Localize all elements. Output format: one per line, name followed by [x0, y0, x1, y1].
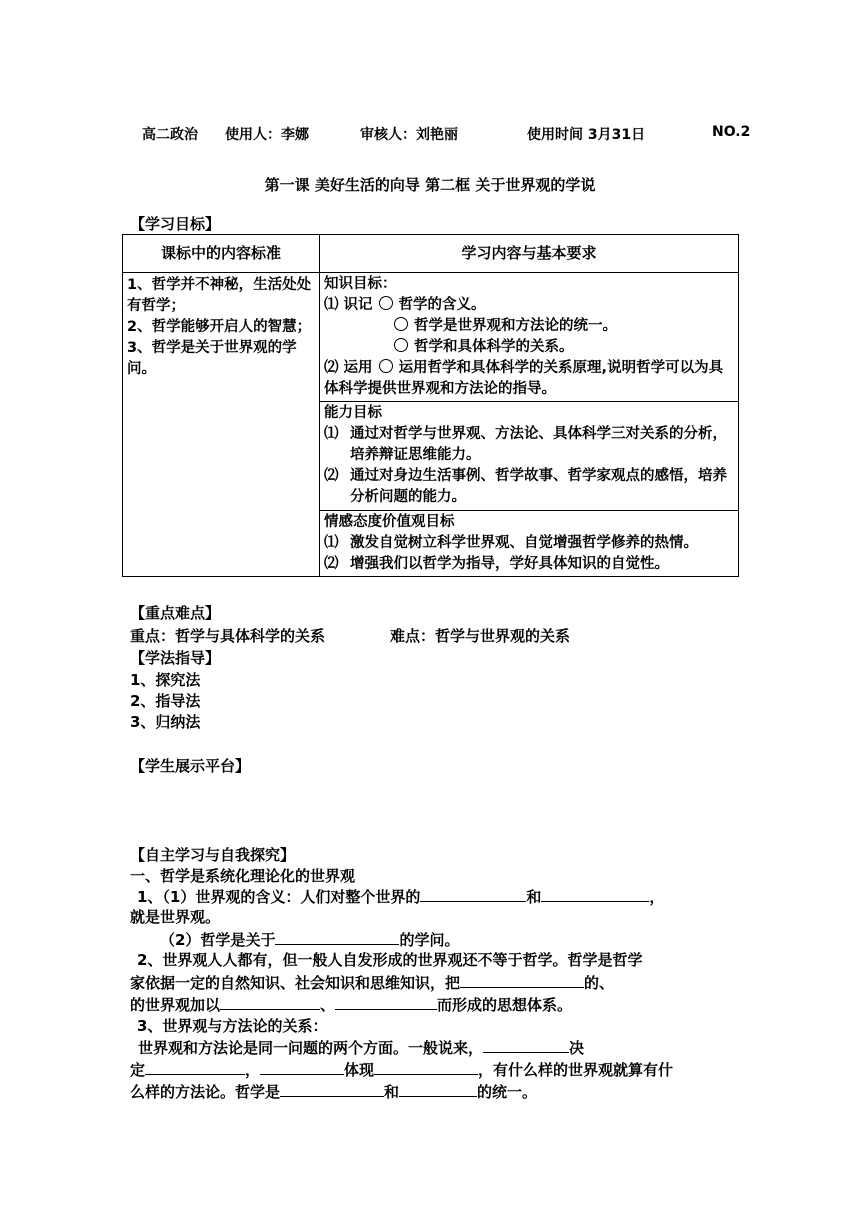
fill-blank[interactable]: [275, 929, 399, 945]
goals-heading: 【学习目标】: [130, 215, 221, 233]
fill-blank[interactable]: [541, 886, 649, 902]
recall-item: 哲学是世界观和方法论的统一。: [414, 318, 617, 334]
ability-item: [324, 424, 734, 466]
circle-bullet-icon: [379, 359, 393, 373]
q3-line: [130, 1059, 673, 1081]
emotion-cell: [320, 511, 739, 577]
fill-blank[interactable]: [483, 1037, 569, 1053]
method-item: 3、归纳法: [130, 713, 201, 731]
reviewer-label: 审核人：刘艳丽: [360, 127, 458, 143]
page-title: 第一课 美好生活的向导 第二框 关于世界观的学说: [264, 176, 596, 194]
q2-line: [130, 994, 572, 1016]
circle-bullet-icon: [394, 338, 408, 352]
q2-line: [137, 950, 642, 971]
q1-line: [160, 929, 459, 951]
q1-text: 就是世界观。: [130, 908, 221, 926]
item-number: ⑵: [324, 468, 339, 484]
fill-blank[interactable]: [460, 972, 584, 988]
q3-text: 世界观和方法论是同一问题的两个方面。一般说来，: [138, 1039, 484, 1057]
fill-blank[interactable]: [220, 994, 320, 1010]
q1-text: 的学问。: [399, 931, 460, 949]
apply-line: [324, 358, 734, 400]
emotion-item: [324, 554, 734, 575]
circle-bullet-icon: [379, 296, 393, 310]
recall-line: [324, 316, 734, 337]
self-study-heading: 【自主学习与自我探究】: [130, 846, 296, 864]
q3-text: 体现: [344, 1061, 375, 1079]
q3-text: 和: [384, 1083, 400, 1101]
ability-cell: [320, 402, 739, 511]
fill-blank[interactable]: [335, 994, 437, 1010]
recall-item: 哲学和具体科学的关系。: [414, 339, 574, 355]
recall-item: 哲学的含义。: [398, 297, 486, 313]
fill-blank[interactable]: [145, 1059, 245, 1075]
standard-item: 2、哲学能够开启人的智慧；: [127, 319, 312, 335]
table-header-row: [123, 235, 739, 273]
method-item: 2、指导法: [130, 692, 201, 710]
q2-text: 的世界观加以: [130, 996, 221, 1014]
standard-item: 3、哲学是关于世界观的学问。: [127, 340, 297, 377]
key-point: 重点：哲学与具体科学的关系: [130, 627, 326, 645]
apply-label: ⑵ 运用: [324, 360, 373, 376]
part1-title: 一、哲学是系统化理论化的世界观: [130, 867, 356, 885]
recall-label: ⑴ 识记: [324, 297, 373, 313]
emotion-item: [324, 533, 734, 554]
q2-text: 而形成的思想体系。: [437, 996, 573, 1014]
standards-cell: [123, 273, 320, 577]
knowledge-title: 知识目标：: [324, 276, 397, 292]
fill-blank[interactable]: [260, 1059, 344, 1075]
q3-text: 的统一。: [477, 1083, 538, 1101]
user-label: 使用人：李娜: [225, 127, 309, 143]
q3-text: 定: [130, 1061, 146, 1079]
item-text: 增强我们以哲学为指导，学好具体知识的自觉性。: [350, 556, 669, 572]
ability-item: [324, 466, 734, 508]
q1-line: [137, 886, 664, 908]
difficult-point: 难点：哲学与世界观的关系: [390, 627, 571, 645]
date-label: 使用时间 3月31日: [527, 127, 646, 143]
q2-line: [130, 972, 614, 994]
recall-line: [324, 337, 734, 358]
platform-heading: 【学生展示平台】: [130, 757, 251, 775]
method-heading: 【学法指导】: [130, 649, 221, 667]
item-text: 通过对哲学与世界观、方法论、具体科学三对关系的分析，培养辩证思维能力。: [350, 426, 727, 463]
key-heading: 【重点难点】: [130, 604, 221, 622]
item-number: ⑴: [324, 426, 339, 442]
emotion-title: 情感态度价值观目标: [324, 514, 455, 530]
q2-text: 家依据一定的自然知识、社会知识和思维知识，把: [130, 974, 461, 992]
q1-text: 和: [526, 888, 542, 906]
standard-item: 1、哲学并不神秘，生活处处有哲学；: [127, 277, 312, 314]
item-text: 通过对身边生活事例、哲学故事、哲学家观点的感悟，培养分析问题的能力。: [350, 468, 727, 505]
q1-line: [130, 907, 220, 928]
item-number: ⑴: [324, 535, 339, 551]
recall-line: [324, 295, 734, 316]
q3-title: [137, 1016, 327, 1037]
q1-text: 1、（1）世界观的含义：人们对整个世界的: [137, 888, 421, 906]
doc-number: NO.2: [712, 124, 751, 140]
col2-header: 学习内容与基本要求: [320, 235, 739, 273]
goals-table: [122, 234, 739, 577]
q3-text: 么样的方法论。哲学是: [130, 1083, 281, 1101]
col1-header: 课标中的内容标准: [123, 235, 320, 273]
item-text: 激发自觉树立科学世界观、自觉增强哲学修养的热情。: [350, 535, 698, 551]
subject-label: 高二政治: [142, 127, 198, 143]
q2-text: 2、世界观人人都有，但一般人自发形成的世界观还不等于哲学。哲学是哲学: [137, 951, 643, 969]
fill-blank[interactable]: [374, 1059, 478, 1075]
circle-bullet-icon: [394, 317, 408, 331]
method-item: 1、探究法: [130, 671, 201, 689]
q3-text: ，: [245, 1061, 261, 1079]
fill-blank[interactable]: [399, 1081, 477, 1097]
q3-line: [130, 1081, 537, 1103]
item-number: ⑵: [324, 556, 339, 572]
q3-text: 3、世界观与方法论的关系：: [137, 1017, 328, 1035]
q1-text: （2）哲学是关于: [160, 931, 276, 949]
q3-text: ，有什么样的世界观就算有什: [478, 1061, 674, 1079]
q2-text: 、: [320, 996, 336, 1014]
fill-blank[interactable]: [280, 1081, 384, 1097]
ability-title: 能力目标: [324, 405, 382, 421]
q2-text: 的、: [584, 974, 615, 992]
q3-text: 决: [569, 1039, 585, 1057]
q3-line: [138, 1037, 584, 1059]
apply-text: 运用哲学和具体科学的关系原理,说明哲学可以为具体科学提供世界观和方法论的指导。: [324, 360, 724, 397]
fill-blank[interactable]: [420, 886, 526, 902]
knowledge-cell: [320, 273, 739, 402]
q1-text: ，: [649, 888, 665, 906]
